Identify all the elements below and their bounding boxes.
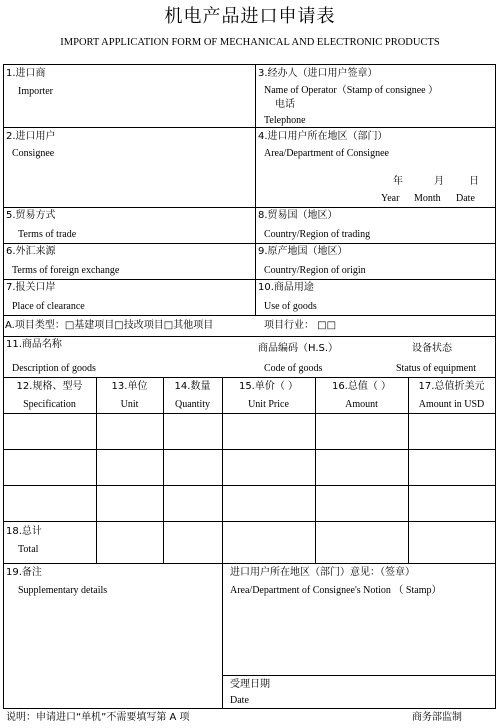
divider [3, 243, 496, 244]
region-label-cn: 4.进口用户所在地区（部门） [258, 131, 388, 142]
importer-label-en: Importer [18, 86, 53, 97]
divider [3, 449, 496, 450]
footer-authority: 商务部监制 [412, 712, 462, 723]
column-header-en: Unit [120, 399, 139, 410]
opinion-label-cn: 进口用户所在地区（部门）意见：（签章） [230, 567, 415, 578]
divider [3, 413, 496, 414]
form-title: 机电产品进口申请表 [164, 6, 336, 27]
region-label-en: Area/Department of Consignee [264, 148, 389, 159]
forex-label-en: Terms of foreign exchange [12, 265, 120, 276]
consignee-label-en: Consignee [12, 148, 55, 159]
divider [3, 207, 496, 208]
operator-label-cn: 3.经办人（进口用户签章） [258, 68, 378, 79]
total-label-en: Total [18, 544, 39, 555]
accept-date-label-en: Date [230, 695, 249, 706]
project-industry[interactable]: 项目行业： □□ [264, 320, 337, 331]
month-label-cn: 月 [434, 176, 444, 187]
divider [3, 315, 496, 316]
goods-name-label-cn: 11.商品名称 [6, 339, 62, 350]
hs-code-label-cn: 商品编码（H.S.） [258, 343, 339, 354]
remarks-label-cn: 19.备注 [6, 567, 42, 578]
column-header-cn: 12.规格、型号 [16, 381, 83, 392]
column-header-en: Specification [23, 399, 76, 410]
column-header-cn: 15.单价（ ） [238, 381, 299, 392]
column-header-cn: 14.数量 [174, 381, 211, 392]
trade-country-label-en: Country/Region of trading [264, 229, 371, 240]
trade-country-label-cn: 8.贸易国（地区） [258, 210, 338, 221]
table-right-border [495, 64, 496, 709]
column-header-en: Quantity [175, 399, 210, 410]
form-subtitle: IMPORT APPLICATION FORM OF MECHANICAL AND ELECTRONIC PRODUCTS [60, 37, 440, 48]
equip-status-label-en: Status of equipment [396, 363, 476, 374]
column-header-cn: 13.单位 [111, 381, 148, 392]
use-label-en: Use of goods [264, 301, 317, 312]
day-label-cn: 日 [469, 176, 479, 187]
month-label-en: Month [414, 193, 441, 204]
year-label-en: Year [381, 193, 400, 204]
day-label-en: Date [456, 193, 475, 204]
divider [3, 336, 496, 337]
divider [3, 127, 496, 128]
column-header-en: Amount [345, 399, 378, 410]
column-header-cn: 16.总值（ ） [331, 381, 392, 392]
opinion-label-en: Area/Department of Consignee's Notion （ Stamp） [230, 585, 442, 596]
goods-name-label-en: Description of goods [12, 363, 96, 374]
importer-label-cn: 1.进口商 [6, 68, 46, 79]
divider [223, 675, 496, 676]
table-top-border [3, 64, 496, 65]
accept-date-label-cn: 受理日期 [230, 679, 270, 690]
use-label-cn: 10.商品用途 [258, 282, 314, 293]
year-label-cn: 年 [393, 176, 403, 187]
equip-status-label-cn: 设备状态 [412, 343, 452, 354]
divider [3, 377, 496, 378]
origin-label-en: Country/Region of origin [264, 265, 366, 276]
column-header-en: Unit Price [248, 399, 289, 410]
port-label-cn: 7.报关口岸 [6, 282, 56, 293]
column-divider [255, 64, 256, 316]
divider [3, 563, 496, 564]
port-label-en: Place of clearance [12, 301, 85, 312]
trade-label-cn: 5.贸易方式 [6, 210, 56, 221]
project-type-options[interactable]: A.项目类型：□基建项目□技改项目□其他项目 [5, 320, 214, 331]
footer-note: 说明：申请进口“单机”不需要填写第 A 项 [6, 712, 190, 723]
divider [3, 279, 496, 280]
forex-label-cn: 6.外汇来源 [6, 246, 56, 257]
telephone-label-en: Telephone [264, 115, 306, 126]
column-header-cn: 17.总值折美元 [418, 381, 485, 392]
trade-label-en: Terms of trade [18, 229, 77, 240]
origin-label-cn: 9.原产地国（地区） [258, 246, 348, 257]
table-bottom-border [3, 708, 496, 709]
hs-code-label-en: Code of goods [264, 363, 323, 374]
total-label-cn: 18.总计 [6, 526, 42, 537]
telephone-label-cn: 电话 [275, 99, 295, 110]
divider [3, 521, 496, 522]
divider [3, 485, 496, 486]
remarks-label-en: Supplementary details [18, 585, 108, 596]
operator-label-en: Name of Operator（Stamp of consignee ） [264, 85, 439, 96]
column-divider [222, 377, 223, 708]
column-header-en: Amount in USD [418, 399, 485, 410]
consignee-label-cn: 2.进口用户 [6, 131, 56, 142]
